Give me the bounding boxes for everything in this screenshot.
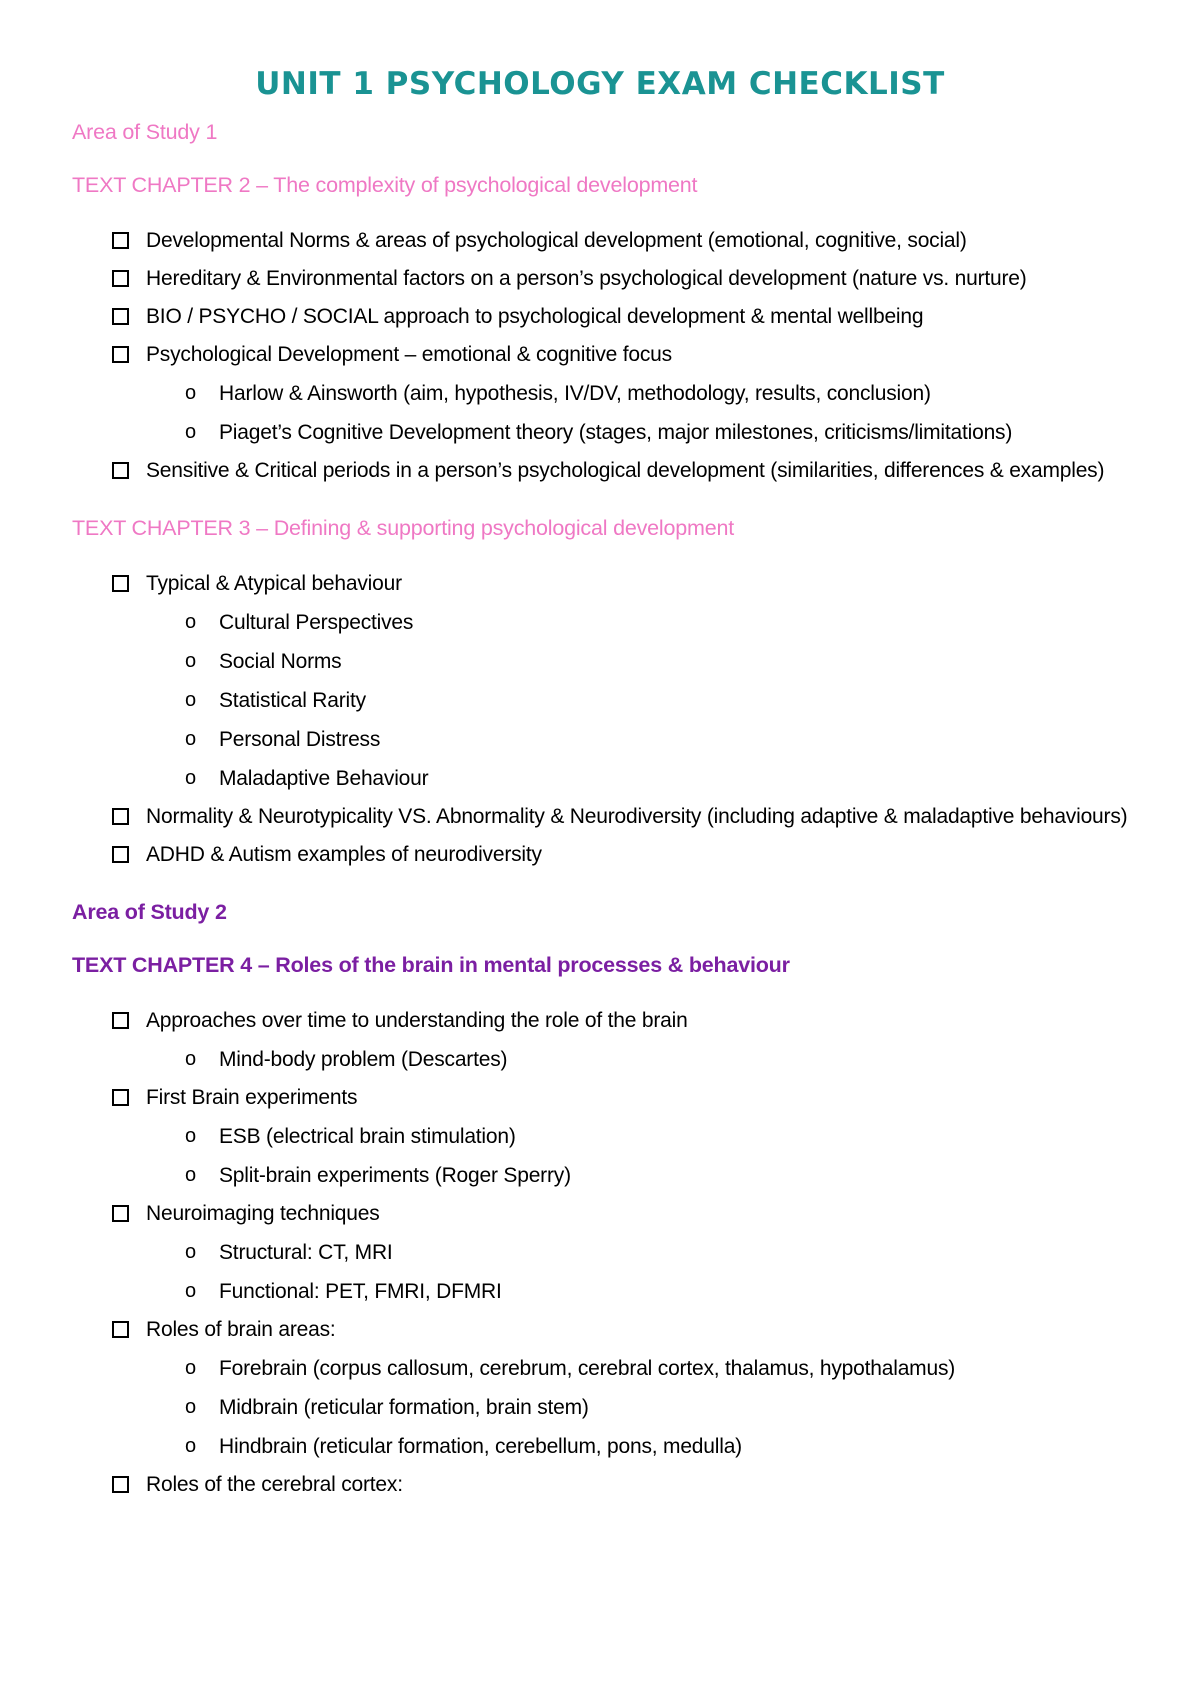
checklist-subitem [72, 759, 1128, 798]
checklist-item [72, 298, 1128, 336]
checkbox-icon [112, 1089, 129, 1106]
checklist-item [72, 1466, 1128, 1504]
item-text: Harlow & Ainsworth (aim, hypothesis, IV/DV, methodology, results, conclusion) [219, 382, 931, 405]
item-text: Statistical Rarity [219, 689, 366, 712]
item-text: Psychological Development – emotional & cognitive focus [146, 343, 672, 366]
checklist-subitem [72, 1388, 1128, 1427]
chapter-heading: TEXT CHAPTER 2 – The complexity of psychological development [72, 173, 698, 197]
checkbox-icon [112, 308, 129, 325]
item-text: Social Norms [219, 650, 342, 673]
checkbox-icon [112, 846, 129, 863]
chapter-heading: TEXT CHAPTER 3 – Defining & supporting psychological development [72, 516, 735, 540]
checklist-item [72, 222, 1128, 260]
checklist-item [72, 1079, 1128, 1117]
checklist-item [72, 836, 1128, 874]
checkbox-icon [112, 808, 129, 825]
hollow-bullet-icon: o [185, 650, 196, 672]
checkbox-icon [112, 232, 129, 249]
checklist-subitem [72, 1427, 1128, 1466]
checklist-subitem [72, 1040, 1128, 1079]
checklist-subitem [72, 720, 1128, 759]
checklist-subitem [72, 1233, 1128, 1272]
item-text: Piaget’s Cognitive Development theory (stages, major milestones, criticisms/limitations) [219, 421, 1013, 444]
hollow-bullet-icon: o [185, 1435, 196, 1457]
checkbox-icon [112, 270, 129, 287]
item-text: Typical & Atypical behaviour [146, 572, 402, 595]
hollow-bullet-icon: o [185, 382, 196, 404]
checklist-subitem [72, 642, 1128, 681]
checkbox-icon [112, 346, 129, 363]
checklist-subitem [72, 374, 1128, 413]
item-text: Roles of brain areas: [146, 1318, 336, 1341]
area-of-study-heading: Area of Study 2 [72, 900, 227, 924]
hollow-bullet-icon: o [185, 421, 196, 443]
checkbox-icon [112, 1476, 129, 1493]
checklist [72, 1002, 1128, 1504]
item-text: Midbrain (reticular formation, brain stem) [219, 1396, 589, 1419]
checklist-item [72, 452, 1128, 490]
checkbox-icon [112, 1321, 129, 1338]
item-text: Functional: PET, FMRI, DFMRI [219, 1280, 502, 1303]
checklist-subitem [72, 603, 1128, 642]
hollow-bullet-icon: o [185, 1125, 196, 1147]
checklist [72, 222, 1128, 490]
hollow-bullet-icon: o [185, 728, 196, 750]
area-of-study-heading: Area of Study 1 [72, 120, 218, 144]
page-title: UNIT 1 PSYCHOLOGY EXAM CHECKLIST [255, 66, 945, 102]
checklist-item [72, 260, 1128, 298]
checklist-subitem [72, 1349, 1128, 1388]
item-text: Sensitive & Critical periods in a person’s psychological development (similarities, differences & examples) [146, 459, 1105, 482]
item-text: Forebrain (corpus callosum, cerebrum, cerebral cortex, thalamus, hypothalamus) [219, 1357, 956, 1380]
checklist-item [72, 565, 1128, 603]
checkbox-icon [112, 1205, 129, 1222]
checklist-item [72, 1311, 1128, 1349]
hollow-bullet-icon: o [185, 1280, 196, 1302]
item-text: First Brain experiments [146, 1086, 358, 1109]
hollow-bullet-icon: o [185, 767, 196, 789]
item-text: Developmental Norms & areas of psychological development (emotional, cognitive, social) [146, 229, 967, 252]
item-text: Structural: CT, MRI [219, 1241, 393, 1264]
item-text: Hereditary & Environmental factors on a person’s psychological development (nature vs. nurture) [146, 267, 1027, 290]
checklist-subitem [72, 1272, 1128, 1311]
hollow-bullet-icon: o [185, 1357, 196, 1379]
item-text: BIO / PSYCHO / SOCIAL approach to psychological development & mental wellbeing [146, 305, 924, 328]
checklist-subitem [72, 1117, 1128, 1156]
checklist-subitem [72, 1156, 1128, 1195]
item-text: Maladaptive Behaviour [219, 767, 429, 790]
item-text: Hindbrain (reticular formation, cerebellum, pons, medulla) [219, 1435, 742, 1458]
checkbox-icon [112, 462, 129, 479]
checklist [72, 565, 1128, 874]
item-text: ADHD & Autism examples of neurodiversity [146, 843, 542, 866]
hollow-bullet-icon: o [185, 611, 196, 633]
item-text: ESB (electrical brain stimulation) [219, 1125, 516, 1148]
item-text: Approaches over time to understanding the role of the brain [146, 1009, 688, 1032]
item-text: Split-brain experiments (Roger Sperry) [219, 1164, 571, 1187]
checkbox-icon [112, 575, 129, 592]
hollow-bullet-icon: o [185, 1048, 196, 1070]
item-text: Cultural Perspectives [219, 611, 414, 634]
checklist-item [72, 798, 1128, 836]
item-text: Normality & Neurotypicality VS. Abnormality & Neurodiversity (including adaptive & maladaptive behaviours) [146, 805, 1128, 828]
item-text: Neuroimaging techniques [146, 1202, 380, 1225]
hollow-bullet-icon: o [185, 689, 196, 711]
hollow-bullet-icon: o [185, 1241, 196, 1263]
checklist-item [72, 1002, 1128, 1040]
checklist-subitem [72, 413, 1128, 452]
hollow-bullet-icon: o [185, 1164, 196, 1186]
checklist-content [72, 120, 1128, 1504]
chapter-heading: TEXT CHAPTER 4 – Roles of the brain in mental processes & behaviour [72, 953, 790, 977]
item-text: Personal Distress [219, 728, 381, 751]
checklist-item [72, 1195, 1128, 1233]
checkbox-icon [112, 1012, 129, 1029]
item-text: Mind-body problem (Descartes) [219, 1048, 508, 1071]
checklist-subitem [72, 681, 1128, 720]
checklist-item [72, 336, 1128, 374]
item-text: Roles of the cerebral cortex: [146, 1473, 403, 1496]
hollow-bullet-icon: o [185, 1396, 196, 1418]
